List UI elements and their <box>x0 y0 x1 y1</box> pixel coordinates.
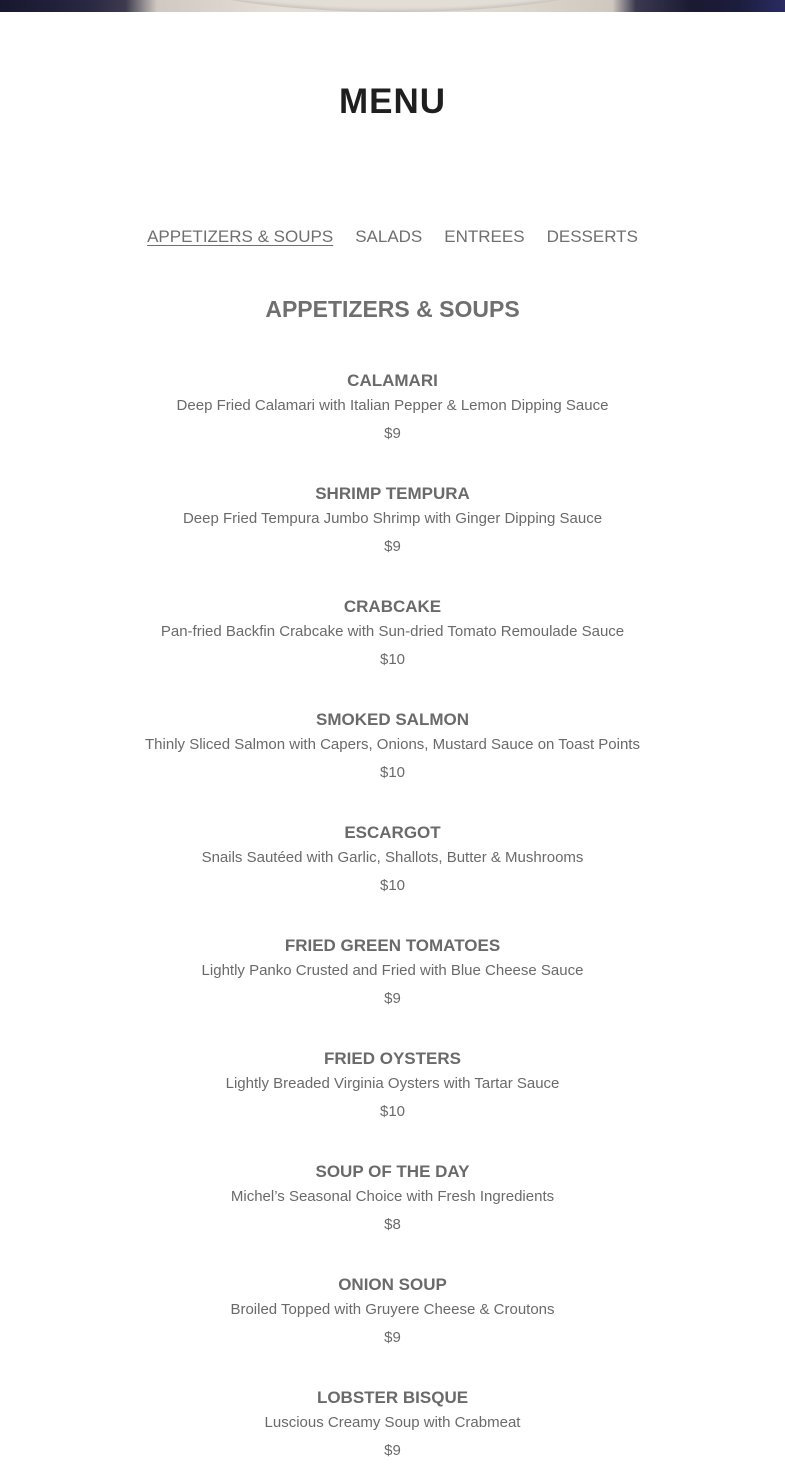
item-price: $8 <box>384 1216 401 1233</box>
item-description: Deep Fried Calamari with Italian Pepper & Lemon Dipping Sauce <box>176 397 609 414</box>
item-name: ONION SOUP <box>338 1275 447 1294</box>
item-price: $9 <box>384 1442 401 1459</box>
item-price: $10 <box>379 651 406 668</box>
section-title: APPETIZERS & SOUPS <box>265 296 520 322</box>
menu-item <box>0 935 785 1048</box>
item-description: Michel’s Seasonal Choice with Fresh Ingredients <box>230 1188 555 1205</box>
page-title: MENU <box>338 82 447 121</box>
item-description: Thinly Sliced Salmon with Capers, Onions, Mustard Sauce on Toast Points <box>145 736 640 753</box>
tab-desserts[interactable]: DESSERTS <box>546 227 638 246</box>
item-description: Deep Fried Tempura Jumbo Shrimp with Ginger Dipping Sauce <box>182 510 603 527</box>
item-description: Lightly Panko Crusted and Fried with Blue Cheese Sauce <box>201 962 584 979</box>
menu-item <box>0 709 785 822</box>
menu-item <box>0 822 785 935</box>
menu-item <box>0 596 785 709</box>
menu-item <box>0 1048 785 1161</box>
item-description: Lightly Breaded Virginia Oysters with Tartar Sauce <box>225 1075 560 1092</box>
item-price: $9 <box>384 425 401 442</box>
item-price: $9 <box>384 538 401 555</box>
item-name: SMOKED SALMON <box>316 710 469 729</box>
tab-appetizers-soups[interactable]: APPETIZERS & SOUPS <box>147 227 334 246</box>
item-name: CRABCAKE <box>343 597 442 616</box>
item-price: $10 <box>379 764 406 781</box>
item-name: SOUP OF THE DAY <box>315 1162 470 1181</box>
tab-entrees[interactable]: ENTREES <box>444 227 525 246</box>
item-name: ESCARGOT <box>344 823 441 842</box>
menu-category-tabs <box>0 227 785 247</box>
menu-item <box>0 1274 785 1387</box>
item-price: $10 <box>379 1103 406 1120</box>
item-description: Pan-fried Backfin Crabcake with Sun-dried Tomato Remoulade Sauce <box>160 623 625 640</box>
item-name: CALAMARI <box>347 371 438 390</box>
item-price: $10 <box>379 877 406 894</box>
menu-list <box>0 370 785 1479</box>
menu-item <box>0 1161 785 1274</box>
item-description: Broiled Topped with Gruyere Cheese & Croutons <box>230 1301 555 1318</box>
menu-item <box>0 1387 785 1479</box>
menu-item <box>0 370 785 483</box>
item-price: $9 <box>384 990 401 1007</box>
item-description: Snails Sautéed with Garlic, Shallots, Butter & Mushrooms <box>201 849 584 866</box>
item-name: LOBSTER BISQUE <box>316 1388 469 1407</box>
item-price: $9 <box>384 1329 401 1346</box>
item-name: SHRIMP TEMPURA <box>315 484 470 503</box>
item-name: FRIED GREEN TOMATOES <box>284 936 501 955</box>
item-name: FRIED OYSTERS <box>324 1049 461 1068</box>
tab-salads[interactable]: SALADS <box>355 227 423 246</box>
menu-item <box>0 483 785 596</box>
item-description: Luscious Creamy Soup with Crabmeat <box>264 1414 521 1431</box>
